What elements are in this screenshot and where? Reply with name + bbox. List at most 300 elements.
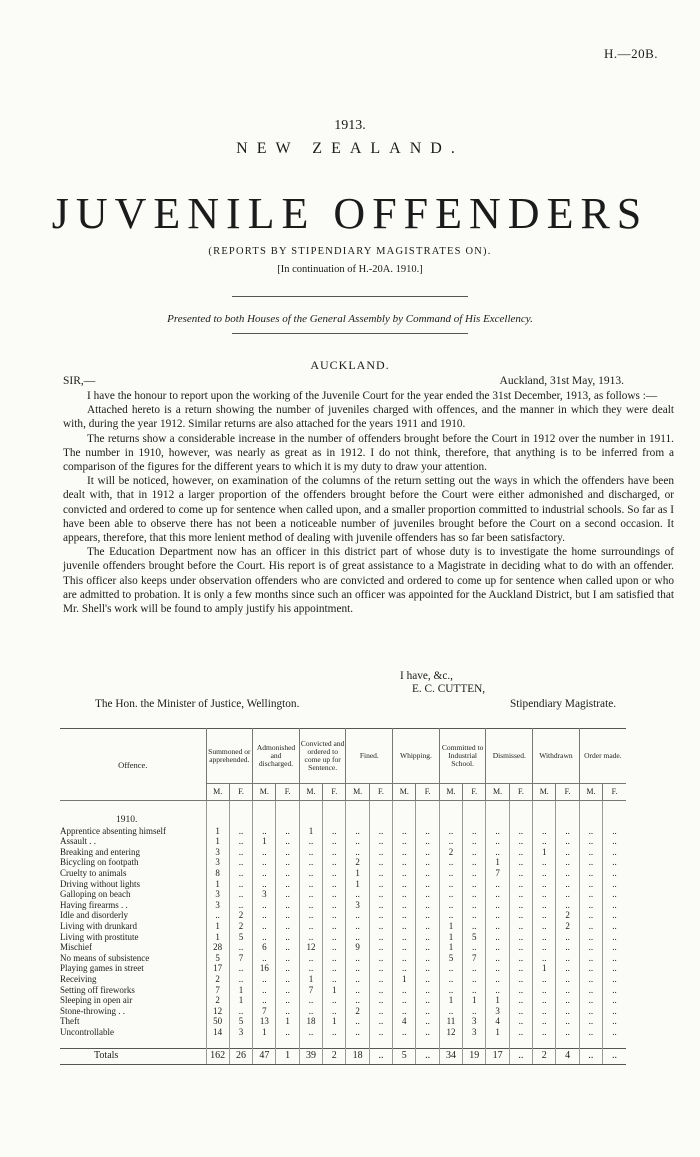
spacer-cell (556, 815, 579, 826)
count-cell: .. (463, 836, 486, 847)
count-cell: .. (416, 889, 439, 900)
count-cell: 3 (346, 900, 369, 911)
count-cell: .. (533, 1027, 556, 1038)
offence-name: Living with drunkard (60, 920, 137, 931)
count-cell: .. (323, 857, 346, 868)
spacer-cell (206, 801, 229, 816)
male-column-header: M. (486, 784, 509, 801)
count-cell: .. (416, 868, 439, 879)
spacer-row (60, 1037, 626, 1048)
count-cell: .. (533, 953, 556, 964)
count-cell: .. (299, 910, 322, 921)
letter-closing: I have, &c., (400, 670, 454, 682)
count-cell: 7 (253, 1006, 276, 1017)
offence-name: Galloping on beach (60, 889, 131, 900)
count-cell: .. (416, 953, 439, 964)
count-cell: .. (276, 910, 299, 921)
count-cell: .. (416, 932, 439, 943)
count-cell: .. (276, 879, 299, 890)
spacer-cell (299, 801, 322, 816)
count-cell: .. (253, 985, 276, 996)
count-cell: .. (393, 826, 416, 837)
count-cell: .. (323, 836, 346, 847)
table-row (60, 847, 626, 858)
spacer-cell (603, 1037, 626, 1048)
count-cell: .. (369, 1006, 392, 1017)
count-cell: .. (253, 868, 276, 879)
count-cell: .. (416, 847, 439, 858)
count-cell: 1 (346, 868, 369, 879)
offence-name: No means of subsistence (60, 952, 150, 963)
count-cell: .. (299, 847, 322, 858)
count-cell: .. (369, 953, 392, 964)
offence-name: Receiving (60, 973, 97, 984)
count-cell: .. (253, 953, 276, 964)
totals-label: Totals (60, 1049, 206, 1065)
female-column-header: F. (323, 784, 346, 801)
count-cell: .. (579, 826, 602, 837)
count-cell: .. (393, 963, 416, 974)
count-cell: .. (299, 921, 322, 932)
count-cell: .. (579, 932, 602, 943)
offence-name: Cruelty to animals (60, 867, 127, 878)
count-cell: .. (323, 1027, 346, 1038)
disposal-column-header: Summoned or apprehended. (206, 729, 253, 784)
spacer-cell (509, 815, 532, 826)
count-cell: .. (439, 963, 462, 974)
count-cell: .. (346, 889, 369, 900)
count-cell: .. (486, 910, 509, 921)
offence-name: Uncontrollable (60, 1026, 114, 1037)
spacer-cell (439, 815, 462, 826)
count-cell: .. (603, 963, 626, 974)
spacer-cell (463, 801, 486, 816)
count-cell: .. (393, 942, 416, 953)
total-cell: 17 (486, 1049, 509, 1065)
count-cell: .. (603, 879, 626, 890)
spacer-cell (299, 815, 322, 826)
count-cell: .. (416, 1027, 439, 1038)
male-column-header: M. (253, 784, 276, 801)
count-cell: .. (229, 900, 252, 911)
table-row (60, 826, 626, 837)
count-cell: .. (369, 826, 392, 837)
disposal-column-header: Admonished and discharged. (253, 729, 300, 784)
count-cell: .. (556, 889, 579, 900)
count-cell: .. (486, 836, 509, 847)
count-cell: .. (533, 1016, 556, 1027)
count-cell: .. (509, 921, 532, 932)
spacer-cell (276, 1037, 299, 1048)
count-cell: 12 (206, 1006, 229, 1017)
count-cell: .. (579, 1027, 602, 1038)
count-cell: .. (603, 1016, 626, 1027)
count-cell: .. (253, 826, 276, 837)
count-cell: .. (416, 963, 439, 974)
count-cell: 1 (323, 1016, 346, 1027)
count-cell: 3 (229, 1027, 252, 1038)
count-cell: .. (369, 974, 392, 985)
count-cell: .. (346, 826, 369, 837)
count-cell: 7 (299, 985, 322, 996)
spacer-cell (463, 1037, 486, 1048)
count-cell: .. (533, 910, 556, 921)
count-cell: .. (509, 1006, 532, 1017)
count-cell: .. (229, 1006, 252, 1017)
count-cell: .. (579, 963, 602, 974)
table-row (60, 1027, 626, 1038)
count-cell: .. (486, 889, 509, 900)
letter-salutation: SIR,— (63, 375, 96, 387)
count-cell: 8 (206, 868, 229, 879)
male-column-header: M. (393, 784, 416, 801)
count-cell: .. (369, 868, 392, 879)
count-cell: .. (533, 868, 556, 879)
count-cell: .. (509, 963, 532, 974)
spacer-cell (486, 1037, 509, 1048)
count-cell: .. (579, 953, 602, 964)
count-cell: .. (369, 1027, 392, 1038)
spacer-cell (369, 801, 392, 816)
count-cell: .. (556, 942, 579, 953)
count-cell: .. (603, 836, 626, 847)
total-cell: 18 (346, 1049, 369, 1065)
count-cell: .. (603, 921, 626, 932)
letter-paragraph: Attached hereto is a return showing the number of juveniles charged with offences, and the manner in which they were dealt with, during the year 1912. Similar returns are also attached for the years 1911 and 1910. (63, 404, 674, 431)
spacer-cell (533, 801, 556, 816)
count-cell: .. (579, 1016, 602, 1027)
count-cell: .. (509, 974, 532, 985)
count-cell: .. (486, 932, 509, 943)
count-cell: .. (509, 836, 532, 847)
spacer-cell (393, 801, 416, 816)
count-cell: .. (603, 847, 626, 858)
count-cell: .. (603, 889, 626, 900)
count-cell: 1 (486, 1027, 509, 1038)
count-cell: .. (416, 921, 439, 932)
count-cell: .. (299, 857, 322, 868)
count-cell: .. (509, 995, 532, 1006)
count-cell: .. (393, 1027, 416, 1038)
letter-paragraph: I have the honour to report upon the working of the Juvenile Court for the year ended the 31st December, 1913, as follows :— (87, 390, 658, 402)
count-cell: .. (393, 985, 416, 996)
female-column-header: F. (276, 784, 299, 801)
spacer-cell (579, 1037, 602, 1048)
count-cell: .. (509, 900, 532, 911)
count-cell: .. (276, 826, 299, 837)
count-cell: .. (393, 889, 416, 900)
spacer-cell (60, 801, 206, 816)
count-cell: .. (229, 847, 252, 858)
count-cell: .. (556, 985, 579, 996)
count-cell: .. (276, 900, 299, 911)
female-column-header: F. (463, 784, 486, 801)
spacer-cell (393, 815, 416, 826)
count-cell: .. (276, 868, 299, 879)
count-cell: .. (229, 879, 252, 890)
count-cell: .. (556, 1016, 579, 1027)
offence-name: Breaking and entering (60, 846, 140, 857)
count-cell: .. (533, 985, 556, 996)
count-cell: .. (509, 953, 532, 964)
page-title: JUVENILE OFFENDERS (51, 189, 649, 238)
spacer-cell (556, 1037, 579, 1048)
count-cell: .. (486, 953, 509, 964)
count-cell: .. (299, 889, 322, 900)
count-cell: .. (416, 974, 439, 985)
spacer-cell (323, 801, 346, 816)
count-cell: 2 (206, 995, 229, 1006)
count-cell: .. (439, 826, 462, 837)
count-cell: .. (369, 910, 392, 921)
count-cell: .. (579, 879, 602, 890)
count-cell: .. (276, 995, 299, 1006)
spacer-cell (229, 815, 252, 826)
count-cell: .. (533, 900, 556, 911)
count-cell: .. (393, 847, 416, 858)
spacer-cell (229, 801, 252, 816)
count-cell: .. (486, 900, 509, 911)
total-cell: 34 (439, 1049, 462, 1065)
count-cell: .. (603, 826, 626, 837)
count-cell: .. (509, 1016, 532, 1027)
disposal-column-header: Fined. (346, 729, 393, 784)
count-cell: 2 (556, 910, 579, 921)
total-cell: 2 (323, 1049, 346, 1065)
offence-name: Bicycling on footpath (60, 857, 139, 868)
total-cell: 4 (556, 1049, 579, 1065)
count-cell: .. (299, 932, 322, 943)
count-cell: .. (439, 985, 462, 996)
count-cell: .. (229, 889, 252, 900)
count-cell: .. (486, 974, 509, 985)
count-cell: .. (369, 879, 392, 890)
count-cell: .. (556, 1006, 579, 1017)
count-cell: .. (486, 921, 509, 932)
count-cell: 1 (206, 836, 229, 847)
count-cell: .. (556, 900, 579, 911)
count-cell: .. (509, 985, 532, 996)
count-cell: .. (323, 1006, 346, 1017)
spacer-cell (346, 1037, 369, 1048)
count-cell: .. (299, 868, 322, 879)
divider-bottom (232, 333, 468, 334)
count-cell: .. (346, 995, 369, 1006)
count-cell: .. (486, 847, 509, 858)
count-cell: .. (603, 942, 626, 953)
spacer-cell (253, 801, 276, 816)
count-cell: .. (299, 963, 322, 974)
total-cell: .. (416, 1049, 439, 1065)
count-cell: 1 (299, 826, 322, 837)
table-row (60, 889, 626, 900)
divider-top (232, 296, 468, 297)
disposal-column-header: Whipping. (393, 729, 440, 784)
count-cell: .. (369, 847, 392, 858)
count-cell: .. (463, 879, 486, 890)
count-cell: .. (603, 857, 626, 868)
disposal-column-header: Committed to Industrial School. (439, 729, 486, 784)
table-header-row (60, 729, 626, 784)
count-cell: .. (533, 932, 556, 943)
count-cell: .. (299, 953, 322, 964)
table-row (60, 974, 626, 985)
count-cell: .. (603, 974, 626, 985)
spacer-row (60, 801, 626, 816)
count-cell: .. (299, 836, 322, 847)
total-cell: 162 (206, 1049, 229, 1065)
report-reference: H.—20B. (603, 46, 658, 61)
male-column-header: M. (579, 784, 602, 801)
count-cell: 16 (253, 963, 276, 974)
count-cell: .. (416, 836, 439, 847)
spacer-cell (253, 815, 276, 826)
count-cell: 3 (253, 889, 276, 900)
count-cell: 17 (206, 963, 229, 974)
count-cell: .. (393, 995, 416, 1006)
count-cell: .. (463, 847, 486, 858)
spacer-cell (253, 1037, 276, 1048)
count-cell: 1 (276, 1016, 299, 1027)
count-cell: .. (369, 857, 392, 868)
count-cell: .. (463, 974, 486, 985)
spacer-cell (439, 801, 462, 816)
offence-name: Idle and disorderly (60, 910, 128, 921)
spacer-cell (229, 1037, 252, 1048)
count-cell: .. (463, 1006, 486, 1017)
count-cell: .. (509, 857, 532, 868)
count-cell: .. (603, 953, 626, 964)
count-cell: .. (509, 847, 532, 858)
count-cell: 1 (229, 995, 252, 1006)
count-cell: .. (323, 868, 346, 879)
count-cell: .. (579, 900, 602, 911)
spacer-cell (556, 801, 579, 816)
count-cell: .. (439, 900, 462, 911)
spacer-cell (416, 801, 439, 816)
count-cell: .. (323, 953, 346, 964)
count-cell: .. (439, 1006, 462, 1017)
spacer-cell (603, 815, 626, 826)
count-cell: .. (276, 963, 299, 974)
count-cell: 1 (299, 974, 322, 985)
table-row (60, 932, 626, 943)
count-cell: .. (229, 857, 252, 868)
count-cell: .. (556, 836, 579, 847)
count-cell: 50 (206, 1016, 229, 1027)
count-cell: .. (393, 910, 416, 921)
count-cell: .. (533, 879, 556, 890)
spacer-cell (509, 801, 532, 816)
count-cell: .. (509, 910, 532, 921)
count-cell: .. (206, 910, 229, 921)
count-cell: .. (369, 942, 392, 953)
count-cell: .. (416, 1006, 439, 1017)
count-cell: .. (346, 1016, 369, 1027)
count-cell: .. (579, 847, 602, 858)
count-cell: 1 (486, 995, 509, 1006)
count-cell: 1 (323, 985, 346, 996)
count-cell: .. (603, 995, 626, 1006)
table-row (60, 1016, 626, 1027)
spacer-cell (276, 815, 299, 826)
count-cell: .. (369, 836, 392, 847)
subtitle: (REPORTS BY STIPENDIARY MAGISTRATES ON). (208, 246, 492, 257)
count-cell: .. (346, 921, 369, 932)
count-cell: .. (556, 826, 579, 837)
addressee: The Hon. the Minister of Justice, Wellington. (95, 698, 300, 710)
count-cell: .. (276, 974, 299, 985)
offence-name: Stone-throwing . . (60, 1005, 125, 1016)
offence-name: Living with prostitute (60, 931, 139, 942)
count-cell: .. (393, 1006, 416, 1017)
count-cell: .. (369, 921, 392, 932)
count-cell: 5 (463, 932, 486, 943)
count-cell: .. (369, 963, 392, 974)
total-cell: 19 (463, 1049, 486, 1065)
count-cell: 28 (206, 942, 229, 953)
count-cell: .. (323, 995, 346, 1006)
count-cell: .. (463, 985, 486, 996)
count-cell: 1 (486, 857, 509, 868)
spacer-cell (206, 1037, 229, 1048)
count-cell: .. (323, 963, 346, 974)
spacer-cell (299, 1037, 322, 1048)
count-cell: .. (509, 868, 532, 879)
count-cell: 5 (206, 953, 229, 964)
total-cell: .. (509, 1049, 532, 1065)
count-cell: 11 (439, 1016, 462, 1027)
count-cell: .. (416, 910, 439, 921)
count-cell: .. (509, 879, 532, 890)
count-cell: .. (439, 879, 462, 890)
table-row (60, 921, 626, 932)
offence-name: Sleeping in open air (60, 995, 133, 1006)
spacer-cell (416, 1037, 439, 1048)
count-cell: .. (369, 985, 392, 996)
count-cell: 12 (299, 942, 322, 953)
count-cell: 5 (229, 932, 252, 943)
total-cell: .. (603, 1049, 626, 1065)
count-cell: 1 (463, 995, 486, 1006)
count-cell: 1 (253, 1027, 276, 1038)
count-cell: .. (509, 826, 532, 837)
count-cell: .. (229, 826, 252, 837)
spacer-cell (533, 1037, 556, 1048)
count-cell: .. (346, 953, 369, 964)
count-cell: .. (253, 932, 276, 943)
count-cell: .. (369, 900, 392, 911)
count-cell: .. (416, 995, 439, 1006)
count-cell: .. (579, 836, 602, 847)
count-cell: 5 (229, 1016, 252, 1027)
female-column-header: F. (416, 784, 439, 801)
spacer-cell (579, 801, 602, 816)
count-cell: .. (346, 985, 369, 996)
count-cell: 2 (229, 921, 252, 932)
count-cell: .. (463, 942, 486, 953)
count-cell: 1 (439, 995, 462, 1006)
offence-name: Setting off fireworks (60, 984, 135, 995)
count-cell: .. (369, 1016, 392, 1027)
count-cell: .. (533, 1006, 556, 1017)
count-cell: .. (463, 921, 486, 932)
offence-name: Assault . . (60, 836, 96, 847)
report-year: 1913. (334, 118, 366, 133)
disposal-column-header: Withdrawn (533, 729, 580, 784)
count-cell: 1 (439, 942, 462, 953)
count-cell: 6 (253, 942, 276, 953)
